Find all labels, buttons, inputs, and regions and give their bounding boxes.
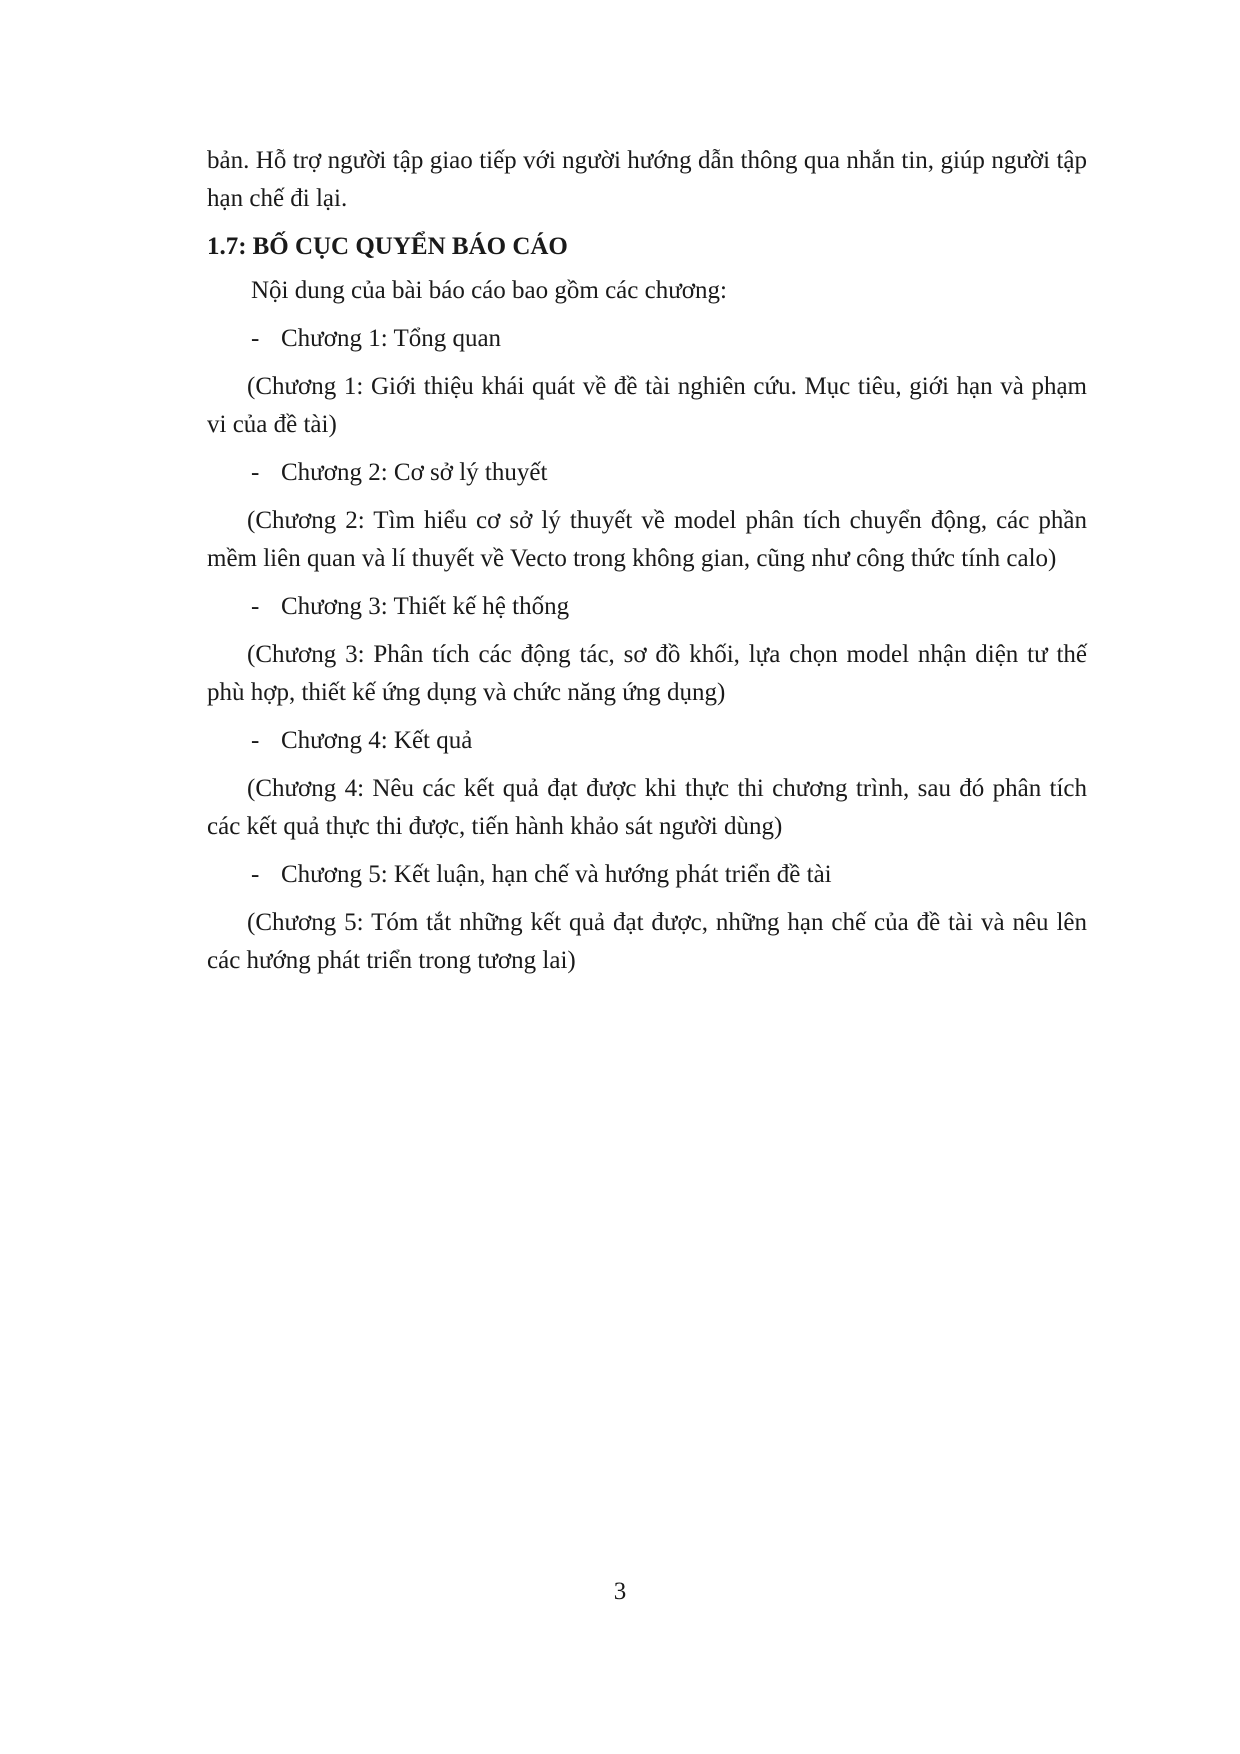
lead-paragraph: Nội dung của bài báo cáo bao gồm các chương: xyxy=(251,277,727,304)
chapter-title: Chương 1: Tổng quan xyxy=(281,325,502,352)
chapter-bullet xyxy=(207,320,1087,358)
bullet-dash: - xyxy=(251,727,260,754)
chapter-description: (Chương 1: Giới thiệu khái quát về đề tài nghiên cứu. Mục tiêu, giới hạn và phạm vi của đề tài) xyxy=(207,373,1087,438)
section-title: BỐ CỤC QUYỂN BÁO CÁO xyxy=(252,233,568,260)
section-heading xyxy=(207,228,1087,266)
bullet-dash: - xyxy=(251,325,260,352)
bullet-dash: - xyxy=(251,593,260,620)
chapter-bullet xyxy=(207,588,1087,626)
bullet-dash: - xyxy=(251,861,260,888)
chapter-2 xyxy=(207,454,1087,578)
bullet-dash: - xyxy=(251,459,260,486)
page-number: 3 xyxy=(613,1578,627,1605)
chapter-bullet xyxy=(207,454,1087,492)
chapter-5 xyxy=(207,856,1087,980)
chapter-description: (Chương 3: Phân tích các động tác, sơ đồ khối, lựa chọn model nhận diện tư thế phù hợp, thiết kế ứng dụng và chức năng ứng dụng) xyxy=(207,641,1087,706)
chapter-3 xyxy=(207,588,1087,712)
chapter-description: (Chương 4: Nêu các kết quả đạt được khi thực thi chương trình, sau đó phân tích các kết quả thực thi được, tiến hành khảo sát người dùng) xyxy=(207,775,1087,840)
chapter-1 xyxy=(207,320,1087,444)
chapter-4 xyxy=(207,722,1087,846)
chapter-title: Chương 4: Kết quả xyxy=(281,727,473,754)
chapter-title: Chương 3: Thiết kế hệ thống xyxy=(281,593,570,620)
section-number: 1.7: xyxy=(207,233,247,260)
chapter-title: Chương 2: Cơ sở lý thuyết xyxy=(281,459,548,486)
chapter-description: (Chương 5: Tóm tắt những kết quả đạt được, những hạn chế của đề tài và nêu lên các hướng phát triển trong tương lai) xyxy=(207,909,1087,974)
chapter-bullet xyxy=(207,722,1087,760)
chapter-description: (Chương 2: Tìm hiểu cơ sở lý thuyết về model phân tích chuyển động, các phần mềm liên quan và lí thuyết về Vecto trong không gian, cũng như công thức tính calo) xyxy=(207,507,1087,572)
intro-paragraph: bản. Hỗ trợ người tập giao tiếp với người hướng dẫn thông qua nhắn tin, giúp người tập hạn chế đi lại. xyxy=(207,147,1087,212)
page-content xyxy=(207,142,1087,990)
chapter-bullet xyxy=(207,856,1087,894)
chapter-title: Chương 5: Kết luận, hạn chế và hướng phát triển đề tài xyxy=(281,861,832,888)
